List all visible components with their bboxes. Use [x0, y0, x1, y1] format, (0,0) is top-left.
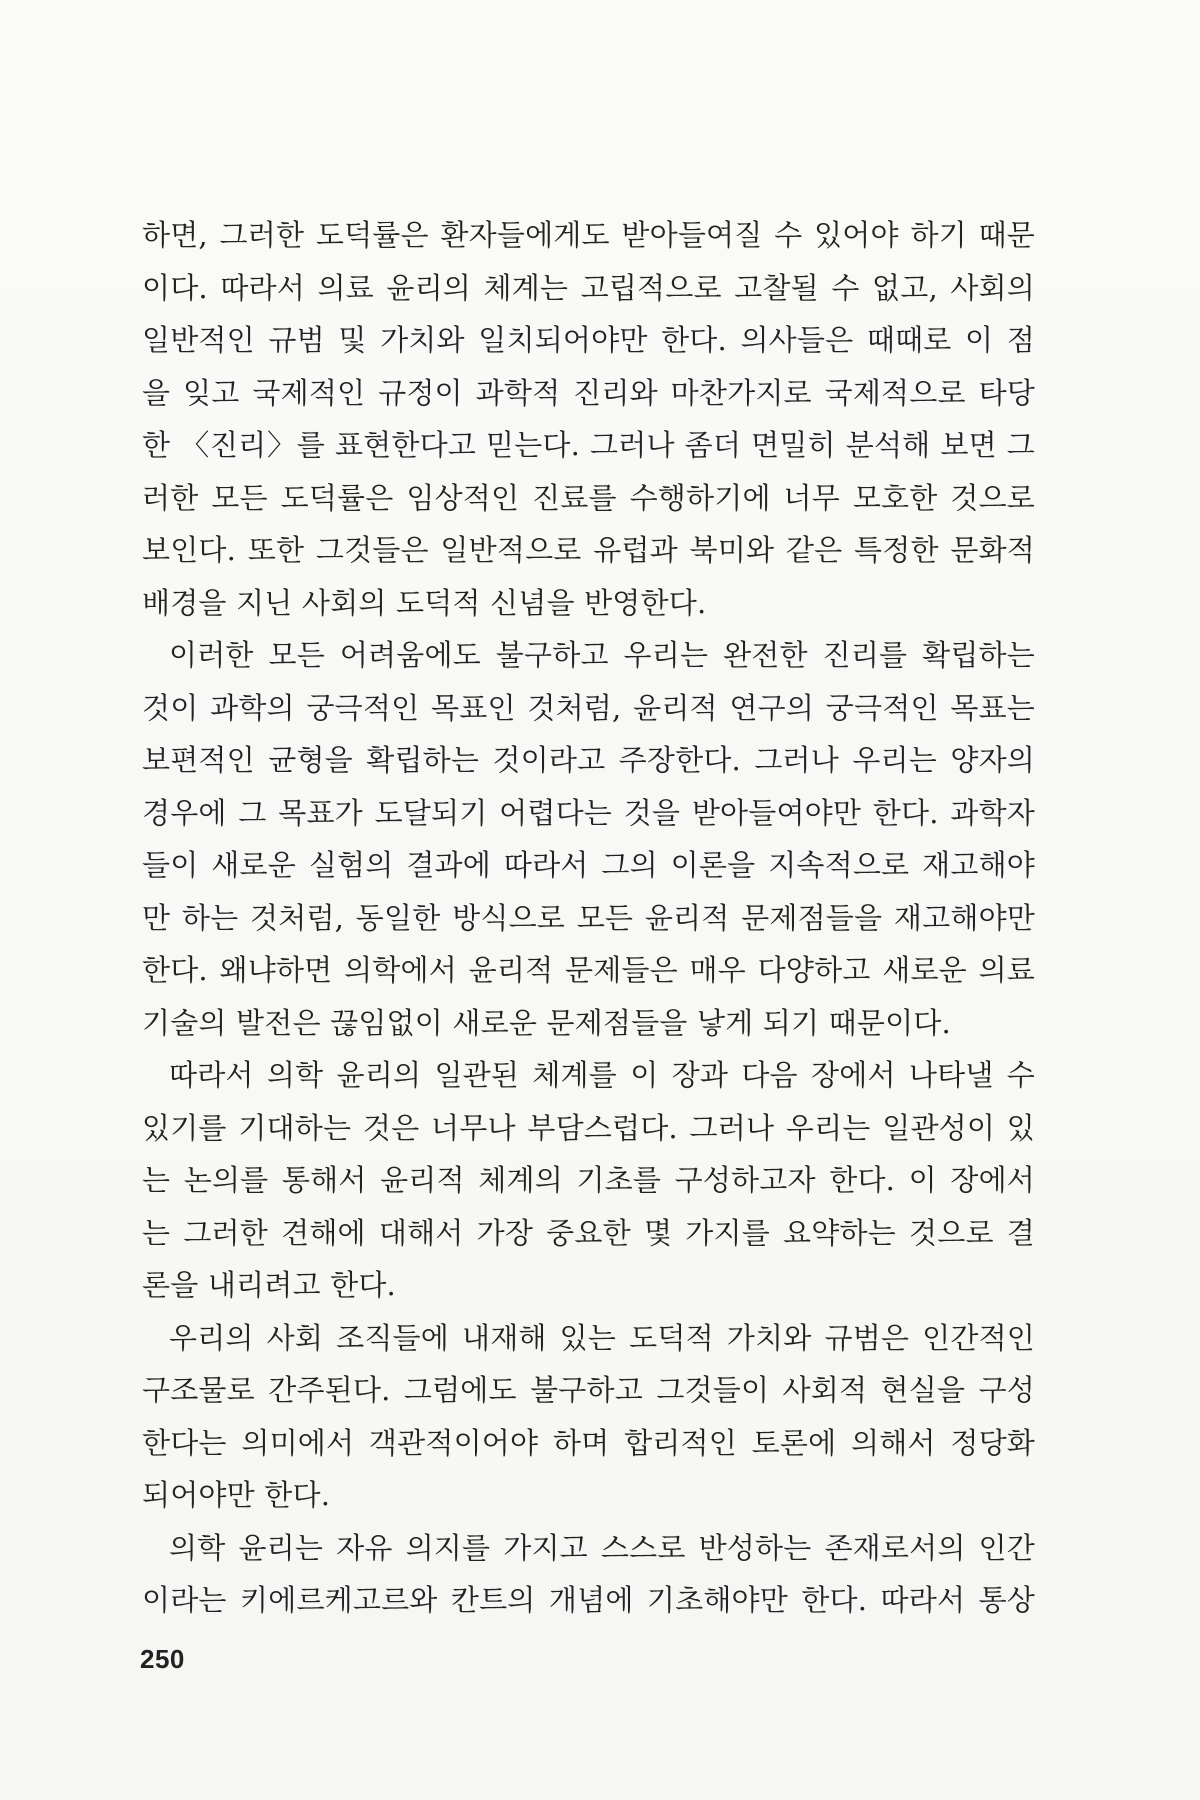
paragraph-5: [142, 1522, 1035, 1627]
page-number: 250: [140, 1644, 185, 1674]
text-line: 러한 모든 도덕률은 임상적인 진료를 수행하기에 너무 모호한 것으로: [142, 480, 1035, 515]
text-line: 한 〈진리〉를 표현한다고 믿는다. 그러나 좀더 면밀히 분석해 보면 그: [142, 428, 1035, 462]
text-line: 보인다. 또한 그것들은 일반적으로 유럽과 북미와 같은 특정한 문화적: [142, 533, 1035, 567]
paragraph-2: [142, 629, 1035, 1049]
text-line: 이러한 모든 어려움에도 불구하고 우리는 완전한 진리를 확립하는: [169, 638, 1035, 672]
text-line: 일반적인 규범 및 가치와 일치되어야만 한다. 의사들은 때때로 이 점: [142, 323, 1035, 357]
text-line: 이라는 키에르케고르와 칸트의 개념에 기초해야만 한다. 따라서 통상: [142, 1583, 1035, 1617]
body-text: [142, 209, 1035, 1627]
text-line: 한다. 왜냐하면 의학에서 윤리적 문제들은 매우 다양하고 새로운 의료: [142, 953, 1035, 987]
text-line: 기술의 발전은 끊임없이 새로운 문제점들을 낳게 되기 때문이다.: [142, 1005, 951, 1040]
text-line: 는 그러한 견해에 대해서 가장 중요한 몇 가지를 요약하는 것으로 결: [142, 1215, 1035, 1250]
text-line: 되어야만 한다.: [142, 1478, 331, 1512]
text-line: 경우에 그 목표가 도달되기 어렵다는 것을 받아들여야만 한다. 과학자: [142, 795, 1035, 830]
text-line: 것이 과학의 궁극적인 목표인 것처럼, 윤리적 연구의 궁극적인 목표는: [142, 690, 1035, 725]
text-line: 있기를 기대하는 것은 너무나 부담스럽다. 그러나 우리는 일관성이 있: [142, 1110, 1035, 1145]
text-line: 배경을 지닌 사회의 도덕적 신념을 반영한다.: [142, 585, 707, 620]
paragraph-3: [142, 1049, 1035, 1312]
paragraph-4: [142, 1312, 1035, 1522]
text-line: 을 잊고 국제적인 규정이 과학적 진리와 마찬가지로 국제적으로 타당: [142, 375, 1035, 410]
text-line: 론을 내리려고 한다.: [142, 1268, 396, 1302]
text-line: 들이 새로운 실험의 결과에 따라서 그의 이론을 지속적으로 재고해야: [142, 848, 1035, 882]
text-line: 한다는 의미에서 객관적이어야 하며 합리적인 토론에 의해서 정당화: [142, 1425, 1035, 1460]
text-line: 의학 윤리는 자유 의지를 가지고 스스로 반성하는 존재로서의 인간: [169, 1530, 1035, 1565]
text-line: 는 논의를 통해서 윤리적 체계의 기초를 구성하고자 한다. 이 장에서: [142, 1163, 1035, 1197]
text-line: 따라서 의학 윤리의 일관된 체계를 이 장과 다음 장에서 나타낼 수: [169, 1058, 1035, 1092]
text-line: 이다. 따라서 의료 윤리의 체계는 고립적으로 고찰될 수 없고, 사회의: [142, 270, 1035, 305]
text-line: 우리의 사회 조직들에 내재해 있는 도덕적 가치와 규범은 인간적인: [169, 1320, 1035, 1355]
text-line: 하면, 그러한 도덕률은 환자들에게도 받아들여질 수 있어야 하기 때문: [142, 218, 1035, 252]
text-line: 보편적인 균형을 확립하는 것이라고 주장한다. 그러나 우리는 양자의: [142, 743, 1035, 777]
text-line: 만 하는 것처럼, 동일한 방식으로 모든 윤리적 문제점들을 재고해야만: [142, 900, 1035, 935]
text-line: 구조물로 간주된다. 그럼에도 불구하고 그것들이 사회적 현실을 구성: [142, 1373, 1035, 1407]
paragraph-1: [142, 209, 1035, 629]
